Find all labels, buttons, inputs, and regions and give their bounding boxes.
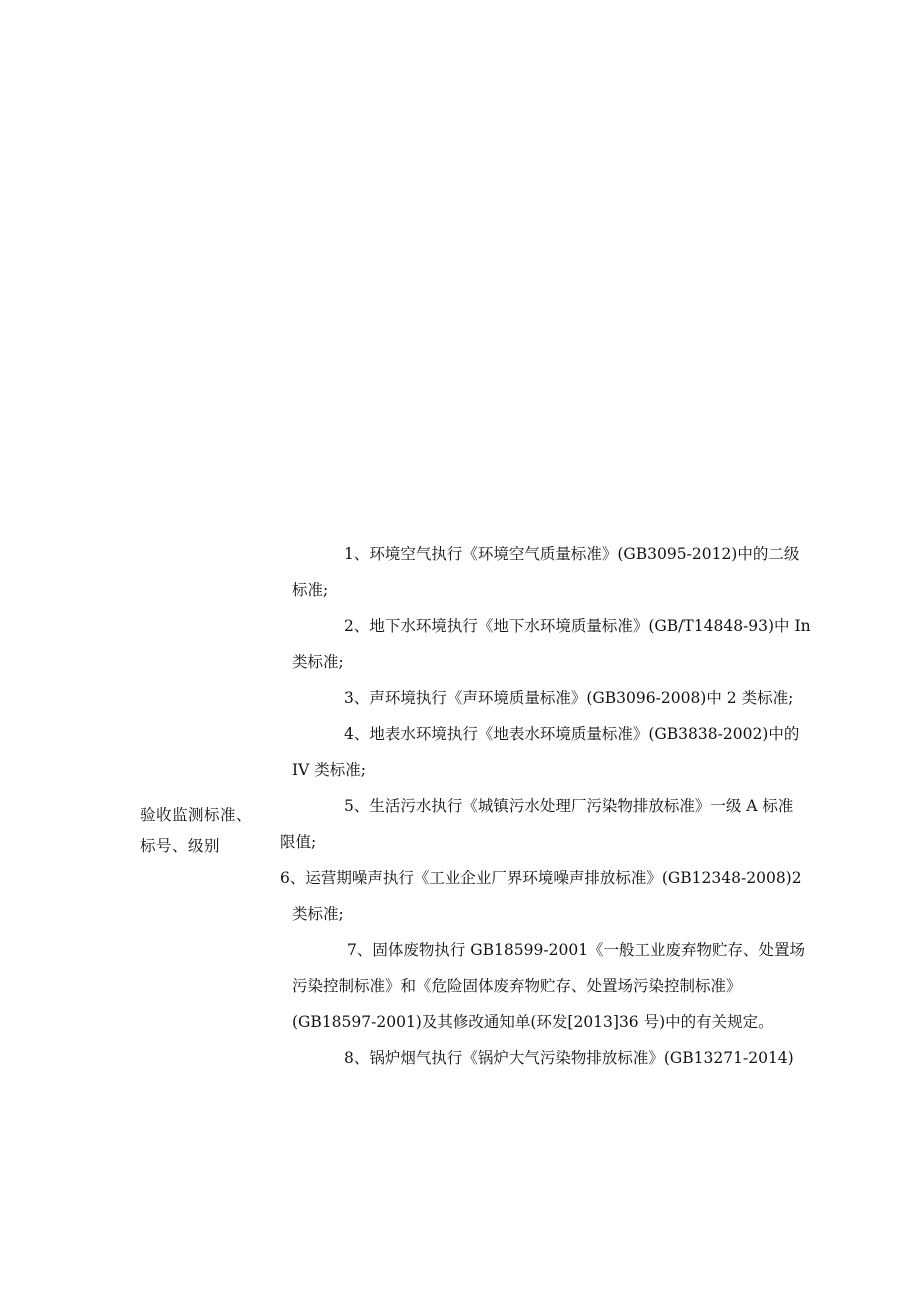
item-7-cont-2: (GB18597-2001)及其修改通知单(环发[2013]36 号)中的有关规定。 bbox=[292, 1013, 774, 1031]
item-2-cont: 类标准; bbox=[292, 653, 344, 671]
item-3-line: 3、声环境执行《声环境质量标准》(GB3096-2008)中 2 类标准; bbox=[344, 689, 794, 707]
standards-list bbox=[280, 536, 833, 1076]
standard-item-6 bbox=[280, 860, 833, 932]
item-8-line: 8、锅炉烟气执行《锅炉大气污染物排放标准》(GB13271-2014) bbox=[344, 1049, 794, 1067]
item-6-cont: 类标准; bbox=[292, 905, 344, 923]
item-5-line: 5、生活污水执行《城镇污水处理厂污染物排放标准》一级 A 标准 bbox=[344, 797, 794, 815]
standard-item-8 bbox=[280, 1040, 833, 1076]
item-1-cont: 标准; bbox=[292, 581, 329, 599]
standard-item-1 bbox=[280, 536, 833, 608]
item-2-line: 2、地下水环境执行《地下水环境质量标准》(GB/T14848-93)中 In bbox=[344, 617, 811, 635]
item-7-cont: 污染控制标准》和《危险固体废弃物贮存、处置场污染控制标准》 bbox=[292, 977, 742, 995]
row-label-line-1: 验收监测标准、 bbox=[140, 806, 253, 824]
row-label-line-2: 标号、级别 bbox=[140, 837, 221, 855]
item-4-cont: IV 类标准; bbox=[292, 761, 366, 779]
standard-item-2 bbox=[280, 608, 833, 680]
item-5-cont: 限值; bbox=[280, 833, 317, 851]
item-6-line: 6、运营期噪声执行《工业企业厂界环境噪声排放标准》(GB12348-2008)2 bbox=[280, 869, 802, 887]
standard-item-5 bbox=[280, 788, 833, 860]
standard-item-3 bbox=[280, 680, 833, 716]
standard-item-7 bbox=[280, 932, 833, 1040]
standard-item-4 bbox=[280, 716, 833, 788]
item-7-line: 7、固体废物执行 GB18599-2001《一般工业废弃物贮存、处置场 bbox=[347, 941, 806, 959]
item-1-line: 1、环境空气执行《环境空气质量标准》(GB3095-2012)中的二级 bbox=[344, 545, 800, 563]
row-label bbox=[140, 800, 270, 862]
item-4-line: 4、地表水环境执行《地表水环境质量标准》(GB3838-2002)中的 bbox=[344, 725, 800, 743]
